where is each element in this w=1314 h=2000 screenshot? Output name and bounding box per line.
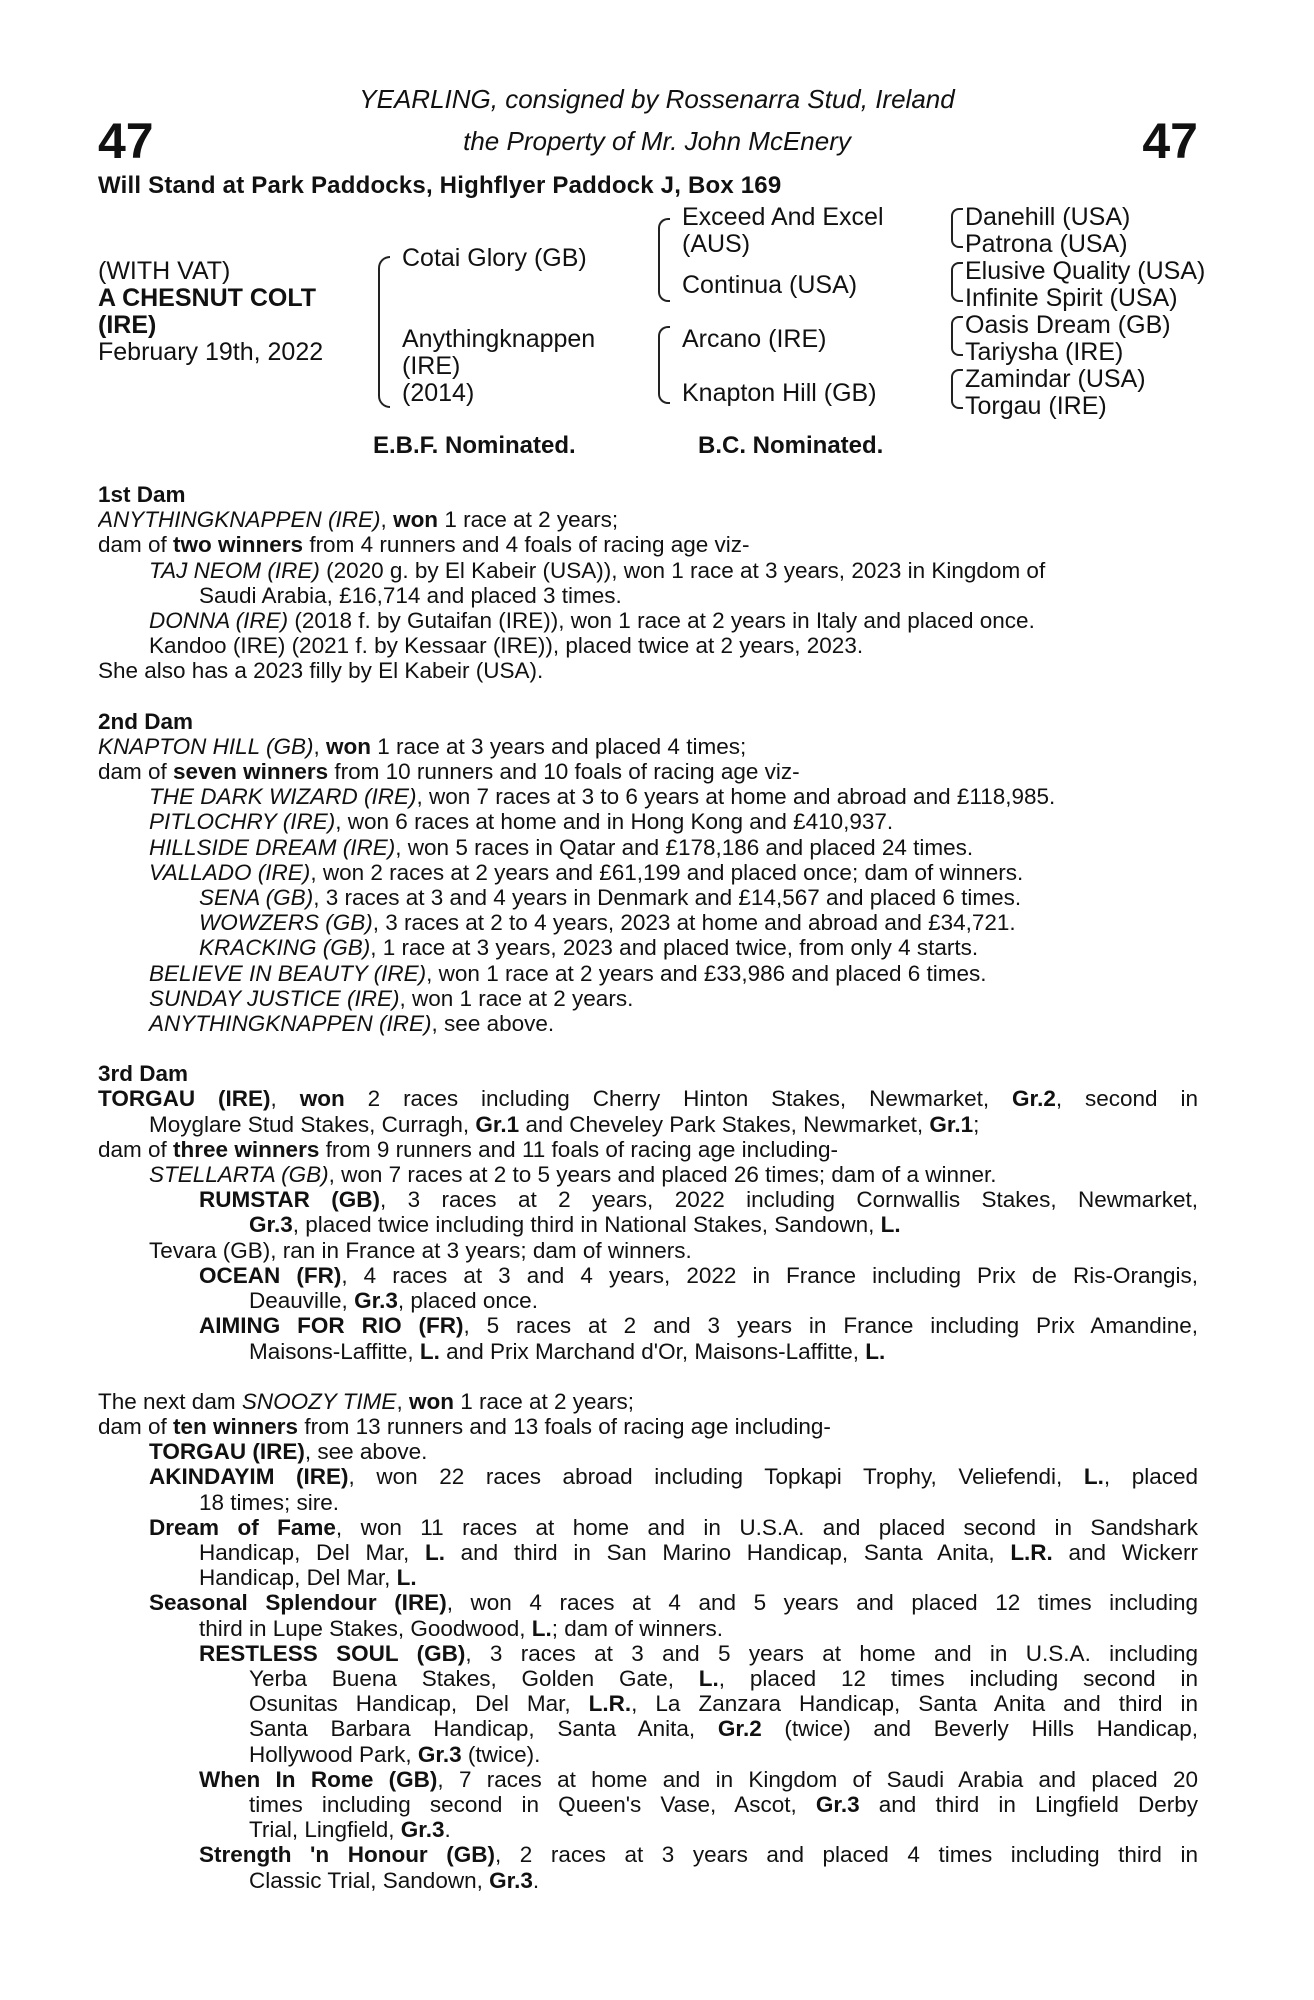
grand-progeny-entry [98,1842,1198,1867]
text: , 2 races at 3 years and placed 4 times including third in [494,1842,1198,1868]
dam-name: TORGAU (IRE) [98,1086,271,1112]
pedigree-gs-5: Oasis Dream (GB) [965,311,1171,339]
text: 1 race at 3 years and placed 4 times; [371,733,747,759]
listed-label: L.R. [1010,1539,1053,1565]
listed-label: L. [531,1615,552,1641]
horse-name: RUMSTAR (GB) [199,1187,380,1213]
text: dam of [98,759,174,785]
listed-label: L. [698,1665,719,1691]
grand-progeny-entry-cont [98,1212,1198,1237]
text: , placed twice including third in National Stakes, Sandown, [292,1212,881,1238]
first-dam-line: ANYTHINGKNAPPEN (IRE), won 1 race at 2 years; [98,507,619,533]
horse-name: PITLOCHRY (IRE) [149,809,336,835]
text: Handicap, Del Mar, [199,1539,425,1565]
text: , 7 races at home and in Kingdom of Saudi Arabia and placed 20 [437,1766,1198,1792]
pedigree-sire: Cotai Glory (GB) [402,244,587,272]
horse-name: WOWZERS (GB) [199,910,373,936]
progeny-entry [98,784,1198,809]
text: , see above. [431,1011,555,1037]
pedigree-dam-l1: Anythingknappen [402,325,596,353]
horse-name: RESTLESS SOUL (GB) [199,1640,466,1666]
text: (twice). [461,1741,541,1767]
horse-name: TORGAU (IRE) [149,1439,305,1465]
pedigree-brace-parents [378,256,390,408]
text: Trial, Lingfield, [249,1817,401,1843]
text: Osunitas Handicap, Del Mar, [249,1691,589,1717]
text: and third in Lingfield Derby [859,1791,1198,1817]
text: , won 11 races at home and in U.S.A. and placed second in Sandshark [335,1514,1198,1540]
horse-name: AKINDAYIM (IRE) [149,1464,349,1490]
spacer [98,1364,1198,1389]
pedigree-dam-l2: (IRE) [402,352,461,380]
horse-name: THE DARK WIZARD (IRE) [149,784,417,810]
third-dam-line [98,1086,1198,1111]
progeny-entry [98,1439,1198,1464]
pedigree-sire-sire-l1: Exceed And Excel [682,203,884,231]
pedigree-dam-dam: Knapton Hill (GB) [682,379,877,407]
text: , 4 races at 3 and 4 years, 2022 in France including Prix de Ris-Orangis, [341,1262,1198,1288]
grade: Gr.3 [354,1288,398,1314]
listed-label: L. [419,1338,440,1364]
pedigree-dam-sire: Arcano (IRE) [682,325,827,353]
progeny-entry [98,1464,1198,1489]
winners-count: three winners [173,1136,320,1162]
progeny-entry [98,986,1198,1011]
subject-dob: February 19th, 2022 [98,338,324,366]
dam-name: ANYTHINGKNAPPEN (IRE) [98,507,381,533]
text: Hollywood Park, [249,1741,418,1767]
text: from 13 runners and 13 foals of racing age including- [298,1413,831,1439]
grade: Gr.3 [489,1867,533,1893]
text: from 4 runners and 4 foals of racing age viz- [303,532,750,558]
horse-name: SENA (GB) [199,885,314,911]
first-dam-summary [98,532,1198,557]
text: dam of [98,532,174,558]
won-label: won [326,733,371,759]
pedigree-gs-3: Elusive Quality (USA) [965,257,1206,285]
text: , 1 race at 3 years, 2023 and placed twice, from only 4 starts. [370,935,979,961]
catalogue-body [98,482,1198,1893]
subject-name-country: (IRE) [98,311,157,339]
pedigree-brace-sire [658,218,670,302]
pedigree-sire-dam: Continua (USA) [682,271,858,299]
text: Maisons-Laffitte, [249,1338,420,1364]
listed-label: L. [865,1338,886,1364]
pedigree-brace-g1 [951,208,963,248]
subject-name: A CHESNUT COLT [98,284,317,312]
progeny-entry: Tevara (GB), ran in France at 3 years; dam of winners. [149,1237,692,1263]
text: and Cheveley Park Stakes, Newmarket, [519,1111,930,1137]
second-dam-heading: 2nd Dam [98,708,194,734]
lot-number-right: 47 [1142,113,1198,169]
horse-name: Dream of Fame [149,1514,336,1540]
progeny-entry [98,961,1198,986]
text: , placed 12 times including second in [718,1665,1198,1691]
grand-progeny-entry [98,1313,1198,1338]
next-dam-summary [98,1414,1198,1439]
first-dam-heading: 1st Dam [98,482,186,507]
progeny-entry-cont [98,1565,1198,1590]
text: 2 races including Cherry Hinton Stakes, Newmarket, [344,1086,1013,1112]
horse-name: STELLARTA (GB) [149,1162,329,1188]
progeny-entry-cont: 18 times; sire. [199,1489,340,1515]
third-dam-heading: 3rd Dam [98,1061,189,1087]
progeny-entry [98,608,1198,633]
second-dam-line: KNAPTON HILL (GB), won 1 race at 3 years and placed 4 times; [98,733,747,759]
progeny-entry-cont [98,1616,1198,1641]
grand-progeny-entry [98,935,1198,960]
text: , won 4 races at 4 and 5 years and placed 12 times including [446,1590,1198,1616]
bc-nominated: B.C. Nominated. [698,432,884,459]
pedigree-brace-dam [658,326,670,404]
text: ; [973,1111,980,1137]
grade: Gr.1 [929,1111,974,1137]
horse-name: Seasonal Splendour (IRE) [149,1590,447,1616]
progeny-entry [98,835,1198,860]
text: , won 7 races at 2 to 5 years and placed 26 times; dam of a winner. [328,1162,997,1188]
text: , won 2 races at 2 years and £61,199 and placed once; dam of winners. [310,859,1024,885]
progeny-entry [98,1590,1198,1615]
grand-progeny-entry [98,1767,1198,1792]
text: , see above. [304,1439,428,1465]
third-dam-line-cont [98,1112,1198,1137]
dam-name: SNOOZY TIME [241,1388,397,1414]
horse-name: DONNA (IRE) [149,608,289,634]
text: , placed [1103,1464,1198,1490]
grade: Gr.3 [249,1212,293,1238]
grade: Gr.3 [417,1741,462,1767]
dam-name: KNAPTON HILL (GB) [98,733,314,759]
grand-progeny-entry-cont [98,1868,1198,1893]
text: , 3 races at 2 to 4 years, 2023 at home and abroad and £34,721. [372,910,1016,936]
progeny-note: She also has a 2023 filly by El Kabeir (USA). [98,658,544,684]
text: , won 7 races at 3 to 6 years at home and abroad and £118,985. [416,784,1056,810]
grade: Gr.2 [1012,1086,1056,1112]
text: 1 race at 2 years; [453,1388,635,1414]
horse-name: ANYTHINGKNAPPEN (IRE) [149,1011,432,1037]
horse-name: VALLADO (IRE) [149,859,311,885]
grand-progeny-entry-cont [98,1817,1198,1842]
text: . [532,1867,540,1893]
progeny-entry [98,558,1198,583]
horse-name: SUNDAY JUSTICE (IRE) [149,985,400,1011]
grade: Gr.3 [815,1791,860,1817]
text: . [444,1817,451,1843]
progeny-entry [98,1515,1198,1540]
second-dam-summary [98,759,1198,784]
text: Moyglare Stud Stakes, Curragh, [149,1111,476,1137]
stand-location: Will Stand at Park Paddocks, Highflyer Paddock J, Box 169 [98,172,782,199]
text: Classic Trial, Sandown, [249,1867,490,1893]
won-label: won [393,507,439,533]
pedigree-brace-g2 [951,262,963,302]
grand-progeny-entry-cont [98,1742,1198,1767]
consignment-line: YEARLING, consigned by Rossenarra Stud, Ireland [359,84,955,114]
grand-progeny-entry-cont [98,1691,1198,1716]
text: , won 6 races at home and in Hong Kong and £410,937. [335,809,894,835]
grade: Gr.2 [717,1716,762,1742]
property-line: the Property of Mr. John McEnery [463,126,851,156]
text: Deauville, [249,1288,355,1314]
spacer [98,1036,1198,1061]
grand-progeny-entry-cont [98,1792,1198,1817]
text: (2020 g. by El Kabeir (USA)), won 1 race at 3 years, 2023 in Kingdom of [319,557,1046,583]
pedigree-dam-l3: (2014) [402,379,475,407]
ebf-nominated: E.B.F. Nominated. [373,432,576,459]
progeny-entry [98,1162,1198,1187]
listed-label: L. [396,1565,417,1591]
text: The next dam [98,1388,242,1414]
text: , won 5 races in Qatar and £178,186 and placed 24 times. [395,834,974,860]
horse-name: OCEAN (FR) [199,1262,342,1288]
text: and Wickerr [1052,1539,1198,1565]
winners-count: ten winners [173,1413,299,1439]
text: from 9 runners and 11 foals of racing age including- [319,1136,838,1162]
text: dam of [98,1136,174,1162]
listed-label: L. [424,1539,445,1565]
text: Santa Barbara Handicap, Santa Anita, [249,1716,718,1742]
grand-progeny-entry [98,1263,1198,1288]
listed-label: L. [1083,1464,1104,1490]
progeny-entry: Kandoo (IRE) (2021 f. by Kessaar (IRE)), placed twice at 2 years, 2023. [149,633,864,659]
listed-label: L.R. [588,1691,632,1717]
pedigree-sire-sire-l2: (AUS) [682,230,751,258]
text: ; dam of winners. [551,1615,724,1641]
grand-progeny-entry [98,1641,1198,1666]
text: , 3 races at 3 and 4 years in Denmark and £14,567 and placed 6 times. [313,885,1022,911]
text: , 5 races at 2 and 3 years in France including Prix Amandine, [463,1313,1198,1339]
pedigree-gs-8: Torgau (IRE) [965,392,1107,420]
text: (2018 f. by Gutaifan (IRE)), won 1 race at 2 years in Italy and placed once. [288,608,1035,634]
horse-name: When In Rome (GB) [199,1766,438,1792]
winners-count: two winners [173,532,304,558]
text: third in Lupe Stakes, Goodwood, [199,1615,532,1641]
text: and Prix Marchand d'Or, Maisons-Laffitte, [439,1338,866,1364]
vat-note: (WITH VAT) [98,257,231,285]
progeny-entry-cont [98,1540,1198,1565]
lot-number-left: 47 [98,113,154,169]
pedigree-gs-4: Infinite Spirit (USA) [965,284,1178,312]
pedigree-gs-6: Tariysha (IRE) [965,338,1124,366]
horse-name: TAJ NEOM (IRE) [149,557,320,583]
pedigree-gs-1: Danehill (USA) [965,203,1131,231]
grand-progeny-entry-cont [98,1339,1198,1364]
grand-progeny-entry-cont [98,1716,1198,1741]
progeny-entry [98,860,1198,885]
text: , [270,1086,300,1112]
pedigree-gs-7: Zamindar (USA) [965,365,1146,393]
text: Yerba Buena Stakes, Golden Gate, [249,1665,699,1691]
text: and third in San Marino Handicap, Santa Anita, [444,1539,1011,1565]
text: , 3 races at 2 years, 2022 including Cornwallis Stakes, Newmarket, [379,1187,1198,1213]
next-dam-line [98,1389,1198,1414]
text: 1 race at 2 years; [438,507,619,533]
spacer [98,684,1198,709]
grand-progeny-entry [98,1187,1198,1212]
pedigree-brace-g4 [951,369,963,409]
listed-label: L. [880,1212,901,1238]
grade: Gr.3 [400,1817,445,1843]
winners-count: seven winners [173,759,329,785]
won-label: won [299,1086,345,1112]
text: Handicap, Del Mar, [199,1565,397,1591]
progeny-entry [98,809,1198,834]
pedigree-brace-g3 [951,316,963,356]
progeny-entry [98,1011,1198,1036]
pedigree-gs-2: Patrona (USA) [965,230,1128,258]
grand-progeny-entry [98,910,1198,935]
text: , 3 races at 3 and 5 years at home and in U.S.A. including [465,1640,1198,1666]
progeny-entry-cont: Saudi Arabia, £16,714 and placed 3 times. [199,582,622,608]
text: , placed once. [397,1288,538,1314]
grand-progeny-entry-cont [98,1666,1198,1691]
text: (twice) and Beverly Hills Handicap, [761,1716,1198,1742]
horse-name: BELIEVE IN BEAUTY (IRE) [149,960,427,986]
horse-name: AIMING FOR RIO (FR) [199,1313,464,1339]
text: , won 1 race at 2 years. [399,985,634,1011]
grand-progeny-entry-cont [98,1288,1198,1313]
horse-name: HILLSIDE DREAM (IRE) [149,834,396,860]
grade: Gr.1 [475,1111,520,1137]
text: dam of [98,1413,174,1439]
text: , La Zanzara Handicap, Santa Anita and third in [631,1691,1198,1717]
horse-name: Strength 'n Honour (GB) [199,1842,495,1868]
third-dam-summary [98,1137,1198,1162]
text: , second in [1055,1086,1198,1112]
grand-progeny-entry [98,885,1198,910]
won-label: won [408,1388,454,1414]
text: from 10 runners and 10 foals of racing age viz- [328,759,800,785]
text: , won 1 race at 2 years and £33,986 and placed 6 times. [426,960,987,986]
text: , [396,1388,409,1414]
text: times including second in Queen's Vase, Ascot, [249,1791,816,1817]
text: , won 22 races abroad including Topkapi Trophy, Veliefendi, [348,1464,1084,1490]
horse-name: KRACKING (GB) [199,935,371,961]
